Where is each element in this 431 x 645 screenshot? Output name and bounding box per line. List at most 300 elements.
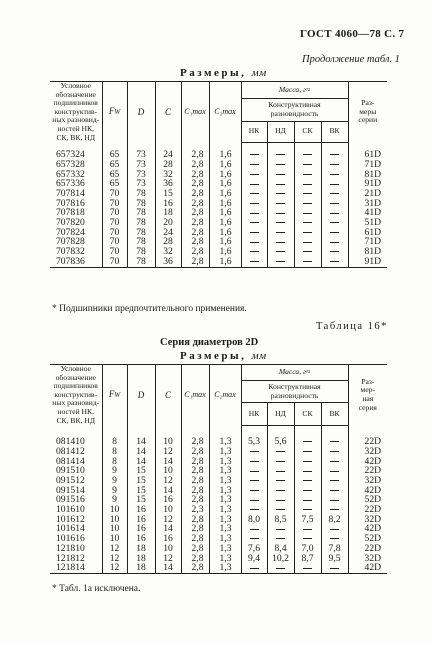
designation-cell: 101616 — [56, 533, 85, 545]
designation-cell: 657332 — [56, 168, 85, 180]
sk-cell: 7,5 — [294, 515, 321, 525]
table-row — [50, 199, 387, 209]
dash-mark — [330, 480, 339, 481]
d-cell: 14 — [127, 457, 155, 467]
c2-cell: 1,6 — [209, 208, 241, 218]
designation-cell: 121814 — [50, 563, 102, 573]
d-cell: 14 — [127, 447, 155, 457]
series-cell: 91D — [348, 257, 387, 267]
dash-mark — [330, 509, 339, 510]
nk-cell: 9,4 — [241, 554, 267, 564]
c1-cell: 2,8 — [181, 524, 209, 534]
c-cell: 14 — [155, 457, 181, 467]
dash-mark — [250, 261, 259, 262]
c1-cell: 2,8 — [181, 554, 209, 564]
dash-mark — [250, 222, 259, 223]
c2-cell: 1,6 — [209, 237, 241, 247]
nd-cell — [267, 189, 294, 199]
c-cell: 12 — [155, 554, 181, 564]
designation-cell: 657324 — [56, 149, 85, 161]
d-cell: 15 — [127, 486, 155, 496]
dash-mark — [276, 222, 285, 223]
vk-cell: 7,8 — [321, 544, 348, 554]
c1-cell: 2,8 — [181, 495, 209, 505]
designation-cell: 707820 — [56, 217, 85, 229]
designation-cell: 121810 — [56, 542, 85, 554]
series-header-line: ная — [362, 394, 374, 404]
designation-cell: 081412 — [56, 445, 85, 457]
c2-cell: 1,6 — [209, 218, 241, 228]
designation-header-line: СК, ВК, НД — [56, 132, 96, 142]
nk-cell: 7,6 — [241, 544, 267, 554]
col-nd-header: НД — [267, 403, 294, 425]
fw-cell: 65 — [102, 170, 127, 180]
designation-header-line: конструктив- — [54, 106, 98, 116]
dash-mark — [330, 461, 339, 462]
vk-cell — [321, 208, 348, 218]
c2-cell: 1,6 — [209, 247, 241, 257]
c-cell: 32 — [155, 247, 181, 257]
fw-cell: 8 — [102, 457, 127, 467]
dash-mark — [330, 222, 339, 223]
designation-cell: 091516 — [56, 494, 85, 506]
dash-mark — [276, 500, 285, 501]
designation-cell: 091514 — [56, 484, 85, 496]
nk-cell — [241, 237, 267, 247]
dash-mark — [330, 203, 339, 204]
series-cell: 61D — [348, 228, 387, 238]
c2-cell: 1,6 — [209, 170, 241, 180]
dash-mark — [303, 441, 312, 442]
nk-cell — [241, 466, 267, 476]
designation-header-line: ностей НК, — [57, 406, 95, 416]
nd-cell — [267, 218, 294, 228]
nk-cell — [241, 447, 267, 457]
series-cell: 51D — [348, 218, 387, 228]
sk-cell — [294, 228, 321, 238]
designation-cell: 707818 — [56, 207, 85, 219]
c1-cell: 2,8 — [181, 534, 209, 544]
nd-cell — [267, 150, 294, 160]
col-c2-header: C₂max — [209, 365, 241, 426]
table-row — [50, 524, 387, 534]
vk-cell — [321, 189, 348, 199]
dash-mark — [276, 203, 285, 204]
series-cell: 52D — [348, 534, 387, 544]
nd-cell — [267, 476, 294, 486]
c-cell: 12 — [155, 476, 181, 486]
c-cell: 16 — [155, 199, 181, 209]
construct-header-line: разновидность — [270, 108, 319, 118]
nk-cell — [241, 524, 267, 534]
dash-mark — [303, 490, 312, 491]
table1-body — [50, 142, 387, 267]
sk-cell: 8,7 — [294, 554, 321, 564]
series-cell: 32D — [348, 515, 387, 525]
dash-mark — [250, 242, 259, 243]
c-cell: 28 — [155, 237, 181, 247]
vk-cell — [321, 179, 348, 189]
c-cell: 10 — [155, 505, 181, 515]
d-cell: 15 — [127, 466, 155, 476]
nd-cell — [267, 160, 294, 170]
dash-mark — [276, 164, 285, 165]
dash-mark — [330, 471, 339, 472]
nk-cell — [241, 189, 267, 199]
c-cell: 16 — [155, 495, 181, 505]
dash-mark — [303, 509, 312, 510]
fw-cell: 70 — [102, 247, 127, 257]
series-cell: 22D — [348, 544, 387, 554]
dash-mark — [303, 568, 312, 569]
designation-cell: 707832 — [56, 246, 85, 258]
c2-cell: 1,3 — [209, 486, 241, 496]
col-vk-header: ВК — [321, 403, 348, 425]
dash-mark — [276, 193, 285, 194]
designation-cell: 707814 — [56, 187, 85, 199]
nk-cell — [241, 160, 267, 170]
dash-mark — [303, 451, 312, 452]
nk-cell — [241, 218, 267, 228]
dash-mark — [250, 490, 259, 491]
c1-cell: 2,8 — [181, 170, 209, 180]
series-cell: 32D — [348, 476, 387, 486]
vk-cell — [321, 228, 348, 238]
designation-header-line: обозначение — [55, 372, 96, 382]
nd-cell — [267, 170, 294, 180]
nd-cell — [267, 247, 294, 257]
c2-cell: 1,3 — [209, 476, 241, 486]
sk-cell — [294, 447, 321, 457]
c2-cell: 1,3 — [209, 457, 241, 467]
series-header-line: серия — [358, 402, 377, 412]
mass-header: Масса, г≈ — [241, 365, 348, 381]
series-cell: 52D — [348, 495, 387, 505]
d-cell: 78 — [127, 228, 155, 238]
vk-cell — [321, 247, 348, 257]
vk-cell — [321, 437, 348, 447]
nk-cell — [241, 199, 267, 209]
spacer-cell — [267, 142, 294, 150]
c2-cell: 1,3 — [209, 437, 241, 447]
spacer-cell — [294, 425, 321, 437]
nd-cell — [267, 208, 294, 218]
dash-mark — [250, 538, 259, 539]
sk-cell: 7,0 — [294, 544, 321, 554]
designation-cell: 101610 — [56, 504, 85, 516]
dash-mark — [330, 490, 339, 491]
col-fw-header: FW — [102, 82, 127, 143]
designation-cell: 101614 — [56, 523, 85, 535]
sk-cell — [294, 495, 321, 505]
dash-mark — [330, 193, 339, 194]
dash-mark — [250, 500, 259, 501]
d-cell: 73 — [127, 179, 155, 189]
col-c-header: C — [155, 365, 181, 426]
table-row — [50, 247, 387, 257]
vk-cell — [321, 486, 348, 496]
table-row — [50, 228, 387, 238]
c-cell: 24 — [155, 150, 181, 160]
c-cell: 36 — [155, 257, 181, 267]
c2-cell: 1,3 — [209, 466, 241, 476]
vk-cell — [321, 524, 348, 534]
designation-header-line: Условное — [60, 364, 91, 373]
c-cell: 10 — [155, 544, 181, 554]
dash-mark — [303, 232, 312, 233]
c-cell: 10 — [155, 466, 181, 476]
nd-cell — [267, 447, 294, 457]
dash-mark — [330, 251, 339, 252]
c-cell: 20 — [155, 218, 181, 228]
dash-mark — [303, 538, 312, 539]
spacer-cell — [321, 142, 348, 150]
d-cell: 73 — [127, 160, 155, 170]
d-cell: 78 — [127, 189, 155, 199]
vk-cell — [321, 199, 348, 209]
dash-mark — [303, 500, 312, 501]
designation-header-line: конструктив- — [54, 389, 98, 399]
table-row — [50, 486, 387, 496]
fw-cell: 70 — [102, 199, 127, 209]
dash-mark — [250, 461, 259, 462]
table-row — [50, 457, 387, 467]
nd-cell — [267, 486, 294, 496]
dash-mark — [276, 232, 285, 233]
designation-header-line: ных разновид- — [52, 398, 100, 408]
sk-cell — [294, 563, 321, 573]
fw-cell: 9 — [102, 466, 127, 476]
dash-mark — [303, 461, 312, 462]
fw-cell: 65 — [102, 179, 127, 189]
nk-cell — [241, 457, 267, 467]
table-row — [50, 237, 387, 247]
series-cell: 22D — [348, 466, 387, 476]
d-cell: 78 — [127, 199, 155, 209]
vk-cell — [321, 466, 348, 476]
nd-cell — [267, 563, 294, 573]
designation-cell: 081410 — [56, 436, 85, 448]
dash-mark — [276, 184, 285, 185]
sk-cell — [294, 189, 321, 199]
nd-cell — [267, 179, 294, 189]
sk-cell — [294, 437, 321, 447]
col-c1-header: C₁max — [181, 365, 209, 426]
c2-cell: 1,6 — [209, 257, 241, 267]
fw-cell: 10 — [102, 534, 127, 544]
nk-cell — [241, 257, 267, 267]
d-cell: 73 — [127, 170, 155, 180]
table-row — [50, 563, 387, 573]
nk-cell: 5,3 — [241, 437, 267, 447]
c1-cell: 2,8 — [181, 544, 209, 554]
fw-cell: 12 — [102, 563, 127, 573]
table-row — [50, 437, 387, 447]
c2-cell: 1,3 — [209, 534, 241, 544]
dash-mark — [250, 509, 259, 510]
d-cell: 78 — [127, 257, 155, 267]
c1-cell: 2,8 — [181, 150, 209, 160]
dash-mark — [276, 568, 285, 569]
designation-header-line: СК, ВК, НД — [56, 415, 96, 425]
series-header-line: меры — [359, 106, 377, 116]
c-cell: 12 — [155, 515, 181, 525]
c-cell: 28 — [155, 160, 181, 170]
dash-mark — [250, 568, 259, 569]
table-row — [50, 160, 387, 170]
col-nk-header: НК — [241, 121, 267, 142]
sk-cell — [294, 257, 321, 267]
d-cell: 18 — [127, 544, 155, 554]
series-header-line: Раз- — [361, 98, 375, 108]
series-cell: 91D — [348, 179, 387, 189]
vk-cell — [321, 476, 348, 486]
designation-cell: 707828 — [56, 236, 85, 248]
series-cell: 42D — [348, 457, 387, 467]
nd-cell: 8,4 — [267, 544, 294, 554]
dash-mark — [276, 242, 285, 243]
dash-mark — [276, 461, 285, 462]
c2-cell: 1,3 — [209, 505, 241, 515]
section1-title: Размеры, мм — [180, 67, 267, 79]
c2-cell: 1,3 — [209, 524, 241, 534]
construct-header-line: разновидность — [270, 390, 319, 400]
dash-mark — [250, 251, 259, 252]
vk-cell — [321, 237, 348, 247]
table-16 — [50, 364, 387, 574]
designation-header-line: подшипников — [53, 98, 98, 108]
sk-cell — [294, 179, 321, 189]
c-cell: 18 — [155, 208, 181, 218]
fw-cell: 70 — [102, 189, 127, 199]
d-cell: 16 — [127, 505, 155, 515]
fw-cell: 65 — [102, 150, 127, 160]
dash-mark — [250, 480, 259, 481]
table-row — [50, 218, 387, 228]
vk-cell — [321, 150, 348, 160]
series-title: Серия диаметров 2D — [160, 337, 259, 348]
sk-cell — [294, 476, 321, 486]
c1-cell: 2,8 — [181, 189, 209, 199]
c1-cell: 2,8 — [181, 179, 209, 189]
series-cell: 21D — [348, 189, 387, 199]
mass-header: Масса, г≈ — [241, 82, 348, 99]
designation-cell: 091512 — [56, 474, 85, 486]
dash-mark — [330, 154, 339, 155]
designation-cell: 707824 — [56, 226, 85, 238]
dash-mark — [276, 174, 285, 175]
series-header-line: серии — [358, 115, 378, 125]
designation-header-line: ностей НК, — [57, 123, 95, 133]
col-series-header — [348, 82, 387, 143]
table-row — [50, 495, 387, 505]
c-cell: 14 — [155, 524, 181, 534]
dash-mark — [276, 213, 285, 214]
dash-mark — [303, 242, 312, 243]
nd-cell — [267, 228, 294, 238]
c2-cell: 1,3 — [209, 554, 241, 564]
table2-body — [50, 425, 387, 573]
c-cell: 12 — [155, 447, 181, 457]
dash-mark — [250, 203, 259, 204]
c-cell: 15 — [155, 189, 181, 199]
c1-cell: 2,8 — [181, 237, 209, 247]
spacer-row — [50, 142, 387, 150]
table-row — [50, 515, 387, 525]
table-row — [50, 257, 387, 267]
d-cell: 16 — [127, 534, 155, 544]
fw-cell: 70 — [102, 218, 127, 228]
series-cell: 81D — [348, 247, 387, 257]
fw-cell: 9 — [102, 486, 127, 496]
table-label-16: Таблица 16* — [316, 321, 388, 332]
c1-cell: 2,8 — [181, 218, 209, 228]
dash-mark — [276, 451, 285, 452]
sk-cell — [294, 218, 321, 228]
sk-cell — [294, 160, 321, 170]
col-vk-header: ВК — [321, 121, 348, 142]
spacer-cell — [321, 425, 348, 437]
c2-cell: 1,3 — [209, 515, 241, 525]
dash-mark — [276, 154, 285, 155]
nd-cell — [267, 524, 294, 534]
dash-mark — [303, 213, 312, 214]
c1-cell: 2,8 — [181, 208, 209, 218]
footnote-2: * Табл. 1а исключена. — [52, 584, 141, 594]
c1-cell: 2,8 — [181, 457, 209, 467]
fw-cell: 70 — [102, 208, 127, 218]
dash-mark — [330, 184, 339, 185]
designation-cell: 707836 — [50, 257, 102, 267]
dash-mark — [303, 203, 312, 204]
dash-mark — [330, 500, 339, 501]
construct-header — [241, 98, 348, 121]
d-cell: 14 — [127, 437, 155, 447]
d-cell: 18 — [127, 563, 155, 573]
d-cell: 78 — [127, 237, 155, 247]
nk-cell — [241, 208, 267, 218]
dash-mark — [250, 451, 259, 452]
designation-header-line: ных разновид- — [52, 115, 100, 125]
dash-mark — [303, 261, 312, 262]
vk-cell: 9,5 — [321, 554, 348, 564]
series-cell: 32D — [348, 447, 387, 457]
dash-mark — [250, 154, 259, 155]
nd-cell — [267, 495, 294, 505]
dash-mark — [303, 471, 312, 472]
fw-cell: 70 — [102, 237, 127, 247]
spacer-row — [50, 425, 387, 437]
dash-mark — [303, 164, 312, 165]
c-cell: 32 — [155, 170, 181, 180]
sk-cell — [294, 524, 321, 534]
dash-mark — [330, 441, 339, 442]
nk-cell — [241, 476, 267, 486]
designation-cell: 081414 — [56, 455, 85, 467]
dash-mark — [250, 193, 259, 194]
nk-cell: 8,0 — [241, 515, 267, 525]
dash-mark — [330, 451, 339, 452]
dash-mark — [250, 174, 259, 175]
dash-mark — [330, 261, 339, 262]
d-cell: 73 — [127, 150, 155, 160]
dash-mark — [276, 261, 285, 262]
designation-cell: 657328 — [56, 158, 85, 170]
dash-mark — [276, 480, 285, 481]
fw-cell: 9 — [102, 476, 127, 486]
table-row — [50, 476, 387, 486]
col-sk-header: СК — [294, 403, 321, 425]
